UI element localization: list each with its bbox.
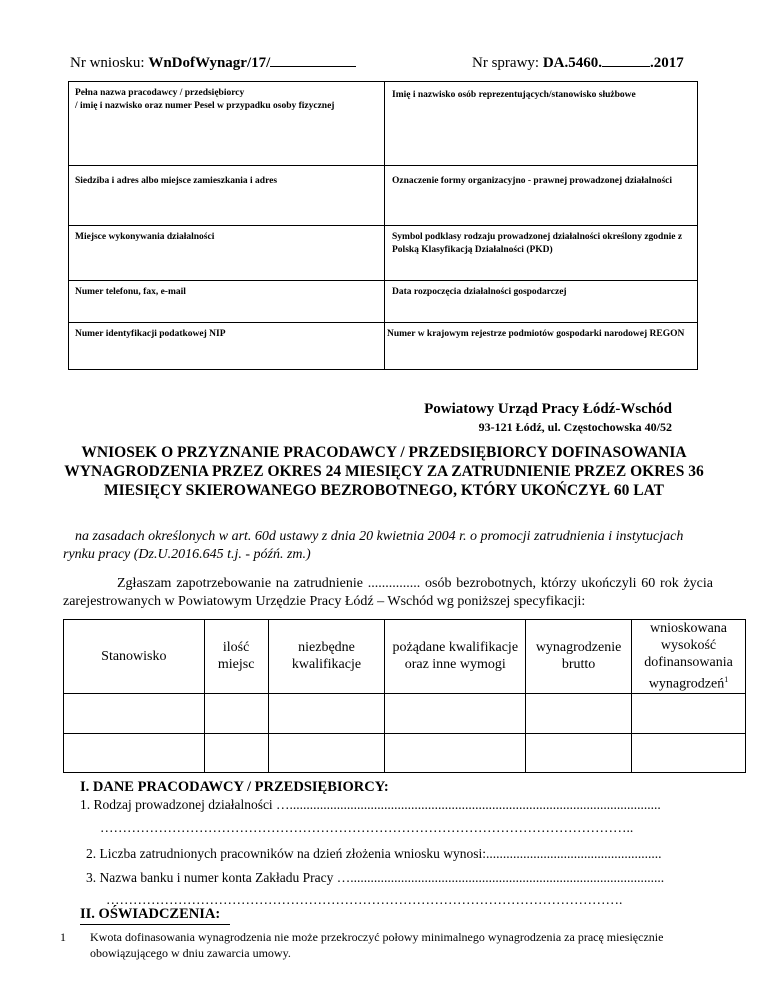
table-cell[interactable] bbox=[204, 733, 268, 772]
table-cell[interactable] bbox=[385, 693, 526, 733]
start-date-field[interactable]: Data rozpoczęcia działalności gospodarczej bbox=[392, 287, 567, 297]
employer-name-field[interactable]: Pełna nazwa pracodawcy / przedsiębiorcy / imię i nazwisko oraz numer Pesel w przypadku osoby fizycznej bbox=[75, 88, 335, 111]
case-number-blank[interactable] bbox=[602, 66, 650, 67]
table-cell[interactable] bbox=[526, 693, 632, 733]
footnote-mark: 1 bbox=[724, 675, 729, 684]
header-requested-funding bbox=[632, 620, 746, 694]
bank-account-line[interactable]: 3. Nazwa banku i numer konta Zakładu Pracy …............................................................................................. bbox=[86, 870, 665, 885]
pkd-field[interactable]: Symbol podklasy rodzaju prowadzonej działalności określony zgodnie z Polską Klasyfikacją Działalności (PKD) bbox=[392, 232, 683, 255]
table-cell[interactable] bbox=[526, 733, 632, 772]
legal-basis: na zasadach określonych w art. 60d ustawy z dnia 20 kwietnia 2004 r. o promocji zatrudnienia i instytucjach rynku pracy (Dz.U.2016.645 t.j. - późń. zm.) bbox=[63, 529, 684, 562]
table-cell[interactable] bbox=[204, 693, 268, 733]
request-number bbox=[70, 55, 356, 72]
employee-count-line[interactable]: 2. Liczba zatrudnionych pracowników na dzień złożenia wniosku wynosi:.................................................... bbox=[86, 846, 662, 861]
office-name: Powiatowy Urząd Pracy Łódź-Wschód bbox=[424, 401, 672, 417]
case-number bbox=[472, 55, 684, 72]
header-position: Stanowisko bbox=[64, 620, 205, 694]
representatives-field[interactable]: Imię i nazwisko osób reprezentujących/stanowisko służbowe bbox=[392, 90, 636, 100]
header-gross-salary: wynagrodzenie brutto bbox=[526, 620, 632, 694]
office-address: 93-121 Łódź, ul. Częstochowska 40/52 bbox=[478, 420, 672, 434]
table-cell[interactable] bbox=[268, 693, 385, 733]
nip-field[interactable]: Numer identyfikacji podatkowej NIP bbox=[75, 329, 226, 339]
grid-divider bbox=[69, 165, 697, 166]
table-cell[interactable] bbox=[632, 733, 746, 772]
table-row bbox=[64, 733, 746, 772]
regon-field[interactable]: Numer w krajowym rejestrze podmiotów gospodarki narodowej REGON bbox=[387, 329, 685, 339]
table-cell[interactable] bbox=[64, 693, 205, 733]
table-cell[interactable] bbox=[64, 733, 205, 772]
specification-table bbox=[63, 619, 746, 773]
contact-field[interactable]: Numer telefonu, fax, e-mail bbox=[75, 287, 186, 297]
address-field[interactable]: Siedziba i adres albo miejsce zamieszkania i adres bbox=[75, 176, 278, 186]
document-title: WNIOSEK O PRZYZNANIE PRACODAWCY / PRZEDSIĘBIORCY DOFINASOWANIA WYNAGRODZENIA PRZEZ OKRES 24 MIESIĘCY ZA ZATRUDNIENIE PRZEZ OKRES 36 MIESIĘCY SKIEROWANEGO BEZROBOTNEGO, KTÓRY UKOŃCZYŁ 60 LAT bbox=[64, 444, 704, 499]
grid-divider bbox=[69, 322, 697, 323]
header-required-qualifications: niezbędne kwalifikacje bbox=[268, 620, 385, 694]
header-count: ilość miejsc bbox=[204, 620, 268, 694]
declaration-intro: Zgłaszam zapotrzebowanie na zatrudnienie ............... osób bezrobotnych, którzy ukończyli 60 rok życia zarejestrowanych w Powiatowym Urzędzie Pracy Łódź – Wschód wg poniższej specyfikacji: bbox=[63, 576, 713, 609]
grid-divider bbox=[69, 225, 697, 226]
section2-heading: II. OŚWIADCZENIA: bbox=[80, 906, 230, 925]
legal-form-field[interactable]: Oznaczenie formy organizacyjno - prawnej prowadzonej działalności bbox=[392, 176, 673, 186]
table-cell[interactable] bbox=[268, 733, 385, 772]
business-location-field[interactable]: Miejsce wykonywania działalności bbox=[75, 232, 215, 242]
employer-info-grid bbox=[68, 81, 698, 370]
case-number-prefix: DA.5460. bbox=[542, 55, 602, 71]
business-type-line[interactable]: 1. Rodzaj prowadzonej działalności ….............................................................................................................. bbox=[80, 797, 661, 812]
business-type-line-cont[interactable]: ……………………………………………………………………………………………………….. bbox=[100, 820, 634, 835]
case-number-label: Nr sprawy: bbox=[472, 55, 540, 71]
section1-heading: I. DANE PRACODAWCY / PRZEDSIĘBIORCY: bbox=[80, 779, 389, 795]
table-cell[interactable] bbox=[632, 693, 746, 733]
request-number-label: Nr wniosku: bbox=[70, 55, 145, 71]
request-number-blank[interactable] bbox=[270, 66, 356, 67]
table-cell[interactable] bbox=[385, 733, 526, 772]
case-number-suffix: .2017 bbox=[650, 55, 684, 71]
statement-1-number: 1 bbox=[60, 930, 66, 944]
table-header-row bbox=[64, 620, 746, 694]
statement-1-text: Kwota dofinasowania wynagrodzenia nie może przekroczyć połowy minimalnego wynagrodzenia za pracę miesięcznie obowiązującego w dniu zawarcia umowy. bbox=[90, 930, 664, 960]
request-number-value: WnDofWynagr/17/ bbox=[148, 55, 271, 71]
grid-divider bbox=[69, 280, 697, 281]
bank-account-line-cont[interactable]: ……………………………………………………………………………………………………. bbox=[106, 892, 623, 907]
header-desired-qualifications: pożądane kwalifikacje oraz inne wymogi bbox=[385, 620, 526, 694]
table-row bbox=[64, 693, 746, 733]
header-requested-funding-label: wnioskowana wysokość dofinansowania wynagrodzeń bbox=[644, 621, 733, 692]
